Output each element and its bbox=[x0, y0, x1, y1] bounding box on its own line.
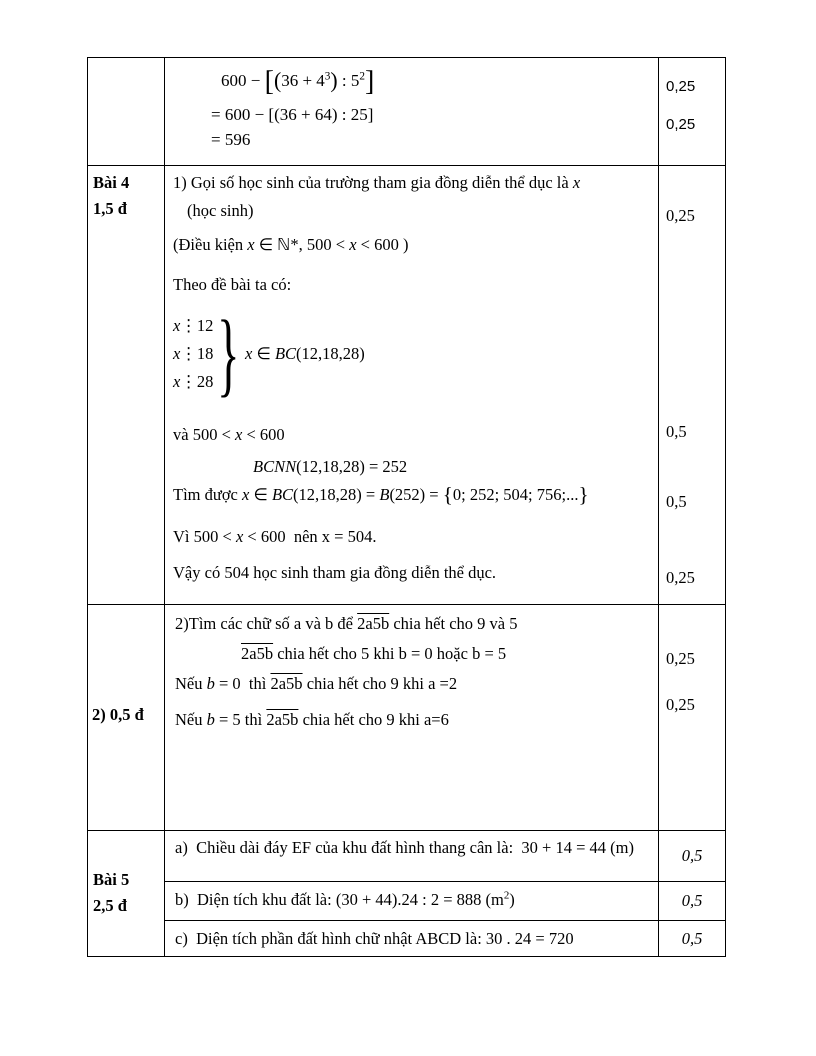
score-value: 0,25 bbox=[666, 649, 695, 668]
problem-label bbox=[88, 166, 164, 222]
problem-label bbox=[88, 831, 164, 954]
text-segment: { bbox=[442, 482, 453, 507]
text-segment: b) Diện tích khu đất là: (30 + 44).24 : 2 = 888 (m bbox=[175, 890, 504, 909]
problem-points: 2,5 đ bbox=[93, 895, 127, 915]
score-value: 0,5 bbox=[666, 422, 687, 441]
text-segment: 2a5b bbox=[357, 614, 390, 633]
text-segment: ∈ ℕ*, 500 < bbox=[254, 235, 350, 254]
problem-label-cell bbox=[88, 166, 165, 605]
text-segment: x bbox=[173, 316, 181, 335]
system-line bbox=[173, 312, 217, 340]
solution-line bbox=[173, 526, 652, 548]
score-stack bbox=[659, 58, 725, 134]
text-segment: (Điều kiện bbox=[173, 235, 248, 254]
text-segment: x bbox=[247, 235, 255, 254]
text-segment: B bbox=[379, 485, 390, 504]
text-segment: (12,18,28) = bbox=[293, 485, 380, 504]
solution-line bbox=[173, 234, 652, 256]
text-segment: BC bbox=[271, 485, 294, 504]
text-segment: BC bbox=[274, 344, 297, 363]
text-segment: x bbox=[235, 527, 244, 546]
table-row bbox=[88, 831, 726, 882]
text-segment: Nếu bbox=[175, 674, 207, 693]
text-segment: 2)Tìm các chữ số a và b để bbox=[175, 614, 358, 633]
score-value: 0,5 bbox=[666, 492, 687, 511]
solution-line bbox=[187, 200, 652, 222]
solution-line bbox=[175, 613, 652, 635]
text-segment: = 600 − [(36 + 64) : 25] bbox=[211, 105, 374, 124]
formula-line bbox=[211, 103, 658, 126]
solution-content bbox=[165, 166, 658, 584]
text-segment: c) Diện tích phần đất hình chữ nhật ABCD là: 30 . 24 = 720 bbox=[175, 929, 574, 948]
text-segment: ⋮18 bbox=[180, 344, 214, 363]
problem-number: Bài 5 bbox=[93, 869, 130, 889]
solution-cell-part1 bbox=[165, 166, 659, 605]
text-segment: x bbox=[349, 235, 357, 254]
text-segment: b bbox=[206, 674, 215, 693]
solution-line bbox=[165, 921, 658, 950]
text-segment: ( bbox=[273, 68, 282, 93]
text-segment: = 0 thì bbox=[214, 674, 271, 693]
score-value: 0,25 bbox=[666, 116, 696, 133]
text-segment: (12,18,28) bbox=[296, 344, 365, 363]
text-segment: [ bbox=[264, 65, 274, 97]
formula-line bbox=[211, 128, 658, 151]
solution-line bbox=[173, 274, 652, 296]
text-segment: ) bbox=[330, 68, 338, 93]
problem-points: 1,5 đ bbox=[93, 199, 127, 218]
text-segment: chia hết cho 9 và 5 bbox=[389, 614, 518, 633]
solution-cell-b bbox=[165, 882, 659, 921]
score-value: 0,25 bbox=[666, 695, 695, 714]
score-cell bbox=[659, 605, 726, 831]
solution-cell-a bbox=[165, 831, 659, 882]
text-segment: < 600 ) bbox=[356, 235, 409, 254]
text-segment: 2a5b bbox=[270, 674, 303, 693]
answer-key-table bbox=[87, 57, 726, 957]
divisibility-system bbox=[173, 302, 652, 406]
text-segment: } bbox=[578, 482, 589, 507]
solution-line bbox=[175, 673, 652, 695]
solution-line bbox=[241, 643, 652, 665]
text-segment: chia hết cho 9 khi a=6 bbox=[298, 710, 449, 729]
problem-number: Bài 4 bbox=[93, 173, 130, 192]
score-cell bbox=[659, 831, 726, 882]
problem-label-cell bbox=[88, 831, 165, 957]
formula-line bbox=[221, 63, 658, 99]
score-value: 0,5 bbox=[681, 928, 703, 948]
text-segment: ⋮28 bbox=[180, 372, 214, 391]
text-segment: x bbox=[173, 344, 181, 363]
text-segment: 2 bbox=[359, 70, 365, 83]
text-segment: x bbox=[242, 485, 250, 504]
text-segment: Theo đề bài ta có: bbox=[173, 275, 292, 294]
table-row bbox=[88, 166, 726, 605]
solution-line bbox=[173, 172, 652, 194]
solution-line bbox=[175, 709, 652, 731]
text-segment: 2a5b bbox=[266, 710, 299, 729]
solution-line bbox=[173, 424, 652, 446]
solution-cell-part2 bbox=[165, 605, 659, 831]
text-segment: 600 − bbox=[221, 71, 265, 90]
table-row bbox=[88, 605, 726, 831]
score-value: 0,5 bbox=[681, 891, 703, 910]
table-row bbox=[88, 882, 726, 921]
text-segment: a) Chiều dài đáy EF của khu đất hình thang cân là: 30 + 14 = 44 (m) bbox=[175, 838, 634, 857]
system-conditions bbox=[173, 312, 217, 396]
problem-label-cell bbox=[88, 605, 165, 831]
right-brace-glyph: } bbox=[217, 302, 240, 406]
solution-line bbox=[253, 456, 652, 478]
solution-cell-expression bbox=[165, 58, 659, 166]
text-segment: ) bbox=[509, 890, 515, 909]
text-segment: 2a5b bbox=[241, 644, 274, 663]
score-value: 0,5 bbox=[681, 846, 703, 865]
solution-cell-c bbox=[165, 921, 659, 957]
text-segment: < 600 nên x = 504. bbox=[243, 527, 377, 546]
system-conclusion bbox=[245, 343, 365, 365]
text-segment: x bbox=[245, 344, 253, 363]
text-segment: = 596 bbox=[211, 130, 251, 149]
text-segment: (học sinh) bbox=[187, 201, 254, 220]
text-segment: ∈ bbox=[249, 485, 272, 504]
score-value: 0,25 bbox=[666, 206, 695, 225]
solution-line bbox=[165, 831, 658, 859]
text-segment: chia hết cho 5 khi b = 0 hoặc b = 5 bbox=[273, 644, 507, 663]
text-segment: Nếu bbox=[175, 710, 207, 729]
text-segment: 2 bbox=[503, 889, 510, 902]
text-segment: b bbox=[206, 710, 215, 729]
text-segment: : 5 bbox=[337, 71, 360, 90]
text-segment: chia hết cho 9 khi a =2 bbox=[302, 674, 458, 693]
text-segment: 0; 252; 504; 756;... bbox=[452, 485, 579, 504]
score-value: 0,25 bbox=[666, 78, 696, 95]
solution-line bbox=[173, 562, 652, 584]
score-cell bbox=[659, 921, 726, 957]
text-segment: (252) = bbox=[389, 485, 443, 504]
text-segment: và 500 < bbox=[173, 425, 236, 444]
solution-content bbox=[165, 605, 658, 731]
text-segment: 1) Gọi số học sinh của trường tham gia đồng diễn thể dục là bbox=[173, 173, 573, 192]
solution-line bbox=[165, 882, 658, 911]
text-segment: x bbox=[572, 173, 581, 192]
solution-line bbox=[173, 484, 652, 506]
text-segment: < 600 bbox=[242, 425, 285, 444]
score-cell bbox=[659, 166, 726, 605]
system-line bbox=[173, 368, 217, 396]
problem-label: 2) 0,5 đ bbox=[92, 705, 144, 724]
text-segment: Tìm được bbox=[173, 485, 242, 504]
table-row bbox=[88, 921, 726, 957]
text-segment: x bbox=[173, 372, 181, 391]
text-segment: x bbox=[235, 425, 243, 444]
text-segment: Vì 500 < bbox=[173, 527, 236, 546]
score-cell bbox=[659, 882, 726, 921]
text-segment: 3 bbox=[324, 70, 331, 83]
text-segment: (12,18,28) = 252 bbox=[296, 457, 408, 476]
text-segment: 36 + 4 bbox=[281, 71, 325, 90]
text-segment: Vậy có 504 học sinh tham gia đồng diễn thể dục. bbox=[173, 563, 497, 582]
table-row bbox=[88, 58, 726, 166]
text-segment: ] bbox=[364, 65, 375, 97]
text-segment: ∈ bbox=[252, 344, 275, 363]
system-line bbox=[173, 340, 217, 368]
text-segment: BCNN bbox=[253, 457, 297, 476]
text-segment: ⋮12 bbox=[180, 316, 214, 335]
text-segment: = 5 thì bbox=[214, 710, 267, 729]
score-value: 0,25 bbox=[666, 568, 695, 587]
problem-label-cell-empty bbox=[88, 58, 165, 166]
formula-block bbox=[165, 58, 658, 151]
score-cell bbox=[659, 58, 726, 166]
